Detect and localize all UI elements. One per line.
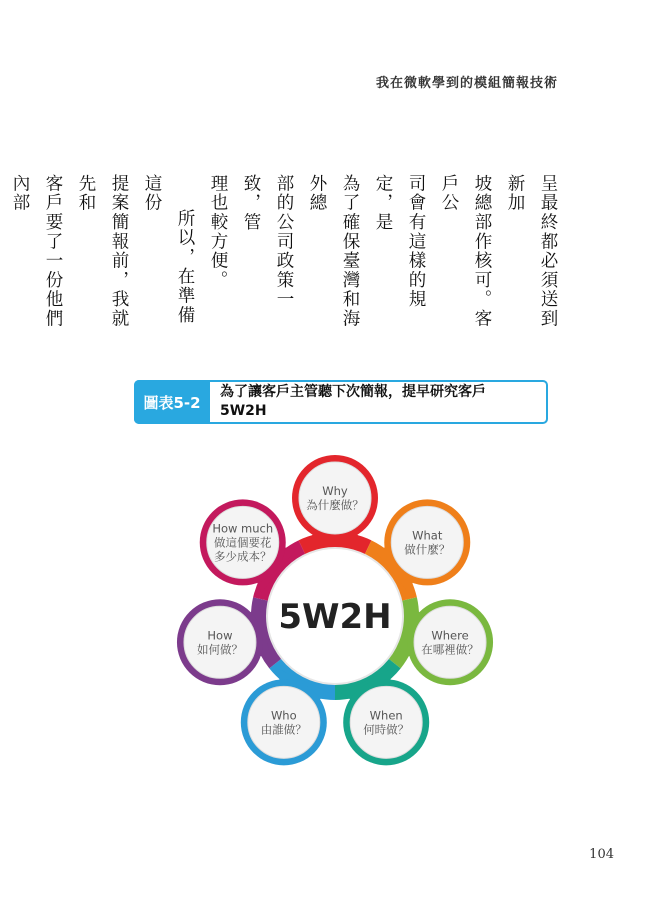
body-line: 司會有這樣的規定，是	[373, 174, 426, 310]
petal-label-en: How much	[212, 521, 274, 536]
petal-label-en: When	[369, 708, 403, 723]
petal-label-zh: 在哪裡做？	[421, 642, 479, 657]
body-line: 部的公司政策一致，管	[241, 174, 294, 310]
running-header: 我在微軟學到的模組簡報技術	[375, 76, 558, 91]
5w2h-diagram	[160, 446, 510, 791]
petal-label-en: Why	[322, 484, 348, 498]
petal-label-en: What	[412, 528, 443, 543]
petal-label-en: How	[207, 628, 233, 643]
body-line: 呈最終都必須送到新加	[505, 174, 558, 329]
petal-label-zh: 何時做？	[363, 722, 410, 737]
body-line	[0, 174, 3, 344]
petal-label-zh: 由誰做？	[260, 722, 307, 737]
figure-title-line: 5W2H	[220, 403, 267, 419]
body-line: 坡總部作核可。客戶公	[439, 174, 492, 329]
figure-title-line: 為了讓客戶主管聽下次簡報，提早研究客戶	[220, 384, 486, 400]
hub-label: 5W2H	[278, 597, 392, 637]
body-line: 客戶要了一份他們內部	[10, 174, 63, 329]
petal-label-zh: 為什麼做？	[306, 498, 364, 512]
figure-label: 圖表5-2	[134, 380, 210, 424]
figure-caption-banner	[134, 380, 548, 424]
body-text-vertical	[0, 174, 564, 344]
petal-label-zh: 多少成本？	[213, 549, 272, 564]
body-line: 提案簡報前，我就先和	[76, 174, 129, 329]
petal-label-zh: 做這個要花	[213, 535, 272, 550]
petal-label-zh: 做什麼？	[404, 542, 451, 557]
page-number: 104	[589, 847, 614, 862]
petal-label-zh: 如何做？	[196, 642, 243, 657]
body-line: 所以，在準備這份	[142, 174, 195, 325]
body-line: 理也較方便。	[208, 174, 228, 290]
figure-title	[220, 383, 540, 421]
petal-label-en: Where	[431, 628, 469, 643]
body-line: 為了確保臺灣和海外總	[307, 174, 360, 329]
petal-label-en: Who	[270, 708, 297, 723]
